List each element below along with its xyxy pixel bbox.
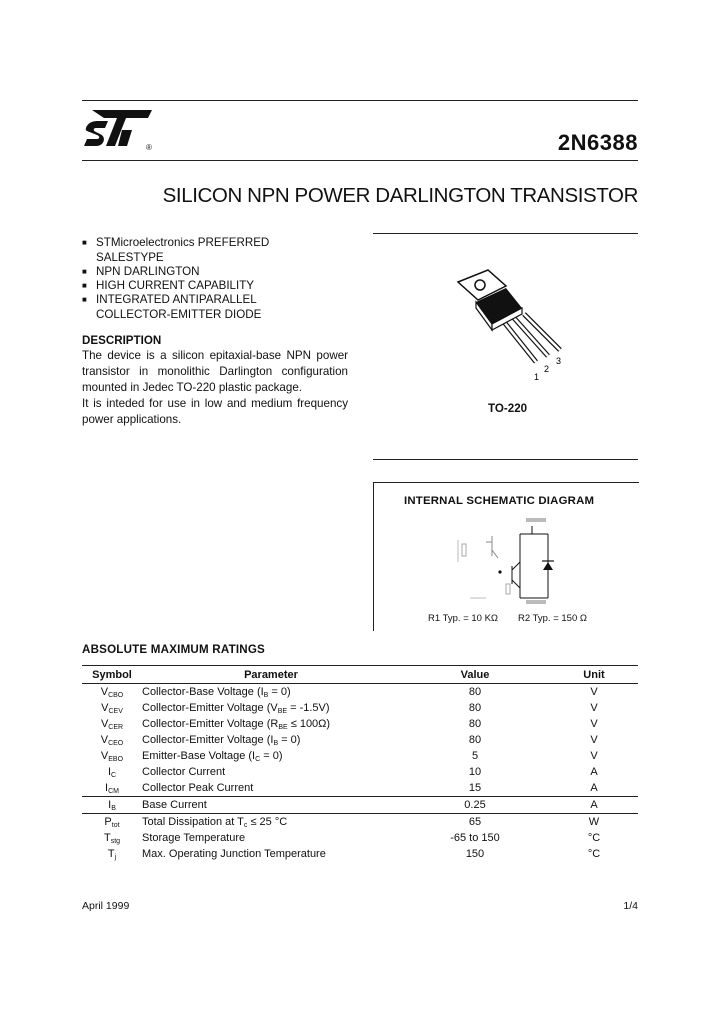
parameter-cell: Collector-Emitter Voltage $(R_{BE} \le 100\Omega)$: [142, 717, 331, 731]
feature-item: COLLECTOR-EMITTER DIODE: [96, 308, 262, 321]
parameter-cell: Total Dissipation at $T_c \le 25$ °C: [142, 815, 288, 829]
pin-label: 1: [534, 372, 540, 382]
unit-cell: V: [590, 686, 598, 698]
value-cell: 15: [400, 780, 550, 797]
pin-label: 3: [556, 356, 562, 366]
table-row: [82, 780, 638, 797]
symbol-cell: $P_{tot}$: [104, 815, 120, 829]
table-row: [82, 830, 638, 846]
symbol-cell: $V_{EBO}$: [100, 749, 124, 763]
r2-value: R2 Typ. = 150 Ω: [518, 613, 587, 624]
bullet-icon: ■: [82, 281, 87, 291]
table-row: [82, 764, 638, 780]
feature-item: ■ NPN DARLINGTON: [82, 265, 200, 278]
table-row: [82, 748, 638, 764]
symbol-cell: $V_{CER}$: [100, 717, 124, 731]
st-logo: [82, 106, 154, 152]
ratings-table: [82, 665, 638, 862]
symbol-cell: $V_{CEO}$: [100, 733, 124, 747]
table-row: [82, 814, 638, 831]
parameter-cell: Emitter-Base Voltage $(I_C = 0)$: [142, 749, 283, 763]
package-rule-top: [373, 233, 638, 234]
table-row: [82, 684, 638, 701]
unit-cell: °C: [587, 848, 601, 860]
parameter-cell: Collector-Emitter Voltage $(V_{BE} = -1.5V)$: [142, 701, 330, 715]
unit-cell: °C: [587, 832, 601, 844]
column-header-symbol: Symbol: [82, 666, 142, 684]
unit-cell: V: [590, 734, 598, 746]
symbol-cell: $V_{CBO}$: [100, 685, 124, 699]
r1-value: R1 Typ. = 10 KΩ: [428, 613, 499, 624]
value-cell: 0.25: [400, 797, 550, 814]
package-label: TO-220: [488, 402, 528, 415]
bullet-icon: ■: [82, 238, 87, 248]
unit-cell: V: [590, 702, 598, 714]
schematic-title: INTERNAL SCHEMATIC DIAGRAM: [404, 495, 595, 507]
table-row: [82, 700, 638, 716]
feature-item: ■ INTEGRATED ANTIPARALLEL: [82, 293, 257, 306]
description-paragraph: The device is a silicon epitaxial-base NPN power transistor in monolithic Darlington configuration mounted in Jedec TO-220 plastic package.: [82, 349, 348, 394]
schematic-diagram: [440, 514, 580, 610]
parameter-cell: Collector Peak Current: [142, 780, 400, 797]
pin-label: 2: [544, 364, 550, 374]
part-number: 2N6388: [557, 130, 638, 155]
value-cell: 80: [468, 686, 482, 698]
parameter-cell: Base Current: [142, 797, 400, 814]
unit-cell: V: [590, 718, 598, 730]
registered-mark: ®: [146, 143, 152, 152]
column-header-parameter: Parameter: [142, 666, 400, 684]
unit-cell: A: [550, 780, 638, 797]
value-cell: 5: [471, 750, 479, 762]
value-cell: 10: [468, 766, 482, 778]
to220-package-drawing: [440, 262, 580, 388]
feature-item: ■ STMicroelectronics PREFERRED: [82, 236, 270, 249]
value-cell: -65 to 150: [450, 832, 500, 844]
parameter-cell: Collector-Base Voltage $(I_B = 0)$: [142, 685, 291, 699]
page-title: SILICON NPN POWER DARLINGTON TRANSISTOR: [162, 184, 638, 207]
top-rule: [82, 100, 638, 101]
feature-item: SALESTYPE: [96, 251, 164, 264]
table-row: [82, 797, 638, 814]
table-row: [82, 846, 638, 862]
symbol-cell: $I_C$: [107, 765, 117, 779]
parameter-cell: Collector Current: [142, 765, 226, 778]
symbol-cell: $T_j$: [107, 847, 117, 861]
value-cell: 80: [468, 702, 482, 714]
unit-cell: W: [588, 816, 600, 828]
symbol-cell: $V_{CEV}$: [101, 701, 123, 715]
description-text: [82, 348, 348, 428]
footer-date: April 1999: [82, 900, 130, 912]
unit-cell: A: [590, 766, 598, 778]
parameter-cell: Max. Operating Junction Temperature: [142, 847, 326, 860]
symbol-cell: $I_B$: [82, 797, 142, 814]
unit-cell: V: [590, 750, 598, 762]
description-heading: DESCRIPTION: [82, 334, 162, 347]
value-cell: 150: [465, 848, 485, 860]
header-rule: [82, 160, 638, 161]
symbol-cell: $T_{stg}$: [103, 831, 121, 845]
parameter-cell: Storage Temperature: [142, 831, 246, 844]
column-header-unit: Unit: [550, 666, 638, 684]
symbol-cell: $I_{CM}$: [82, 780, 142, 797]
value-cell: 65: [468, 816, 482, 828]
ratings-table-body: [82, 684, 638, 863]
unit-cell: A: [550, 797, 638, 814]
table-row: [82, 732, 638, 748]
ratings-title: ABSOLUTE MAXIMUM RATINGS: [82, 643, 265, 656]
bullet-icon: ■: [82, 267, 87, 277]
package-rule-bottom: [373, 459, 638, 460]
table-header-row: [82, 666, 638, 684]
page-number: 1/4: [623, 900, 638, 912]
parameter-cell: Collector-Emitter Voltage $(I_B = 0)$: [142, 733, 301, 747]
description-paragraph: It is inteded for use in low and medium frequency power applications.: [82, 397, 348, 426]
value-cell: 80: [468, 718, 482, 730]
feature-item: ■ HIGH CURRENT CAPABILITY: [82, 279, 255, 292]
bullet-icon: ■: [82, 295, 87, 305]
value-cell: 80: [468, 734, 482, 746]
table-row: [82, 716, 638, 732]
column-header-value: Value: [400, 666, 550, 684]
